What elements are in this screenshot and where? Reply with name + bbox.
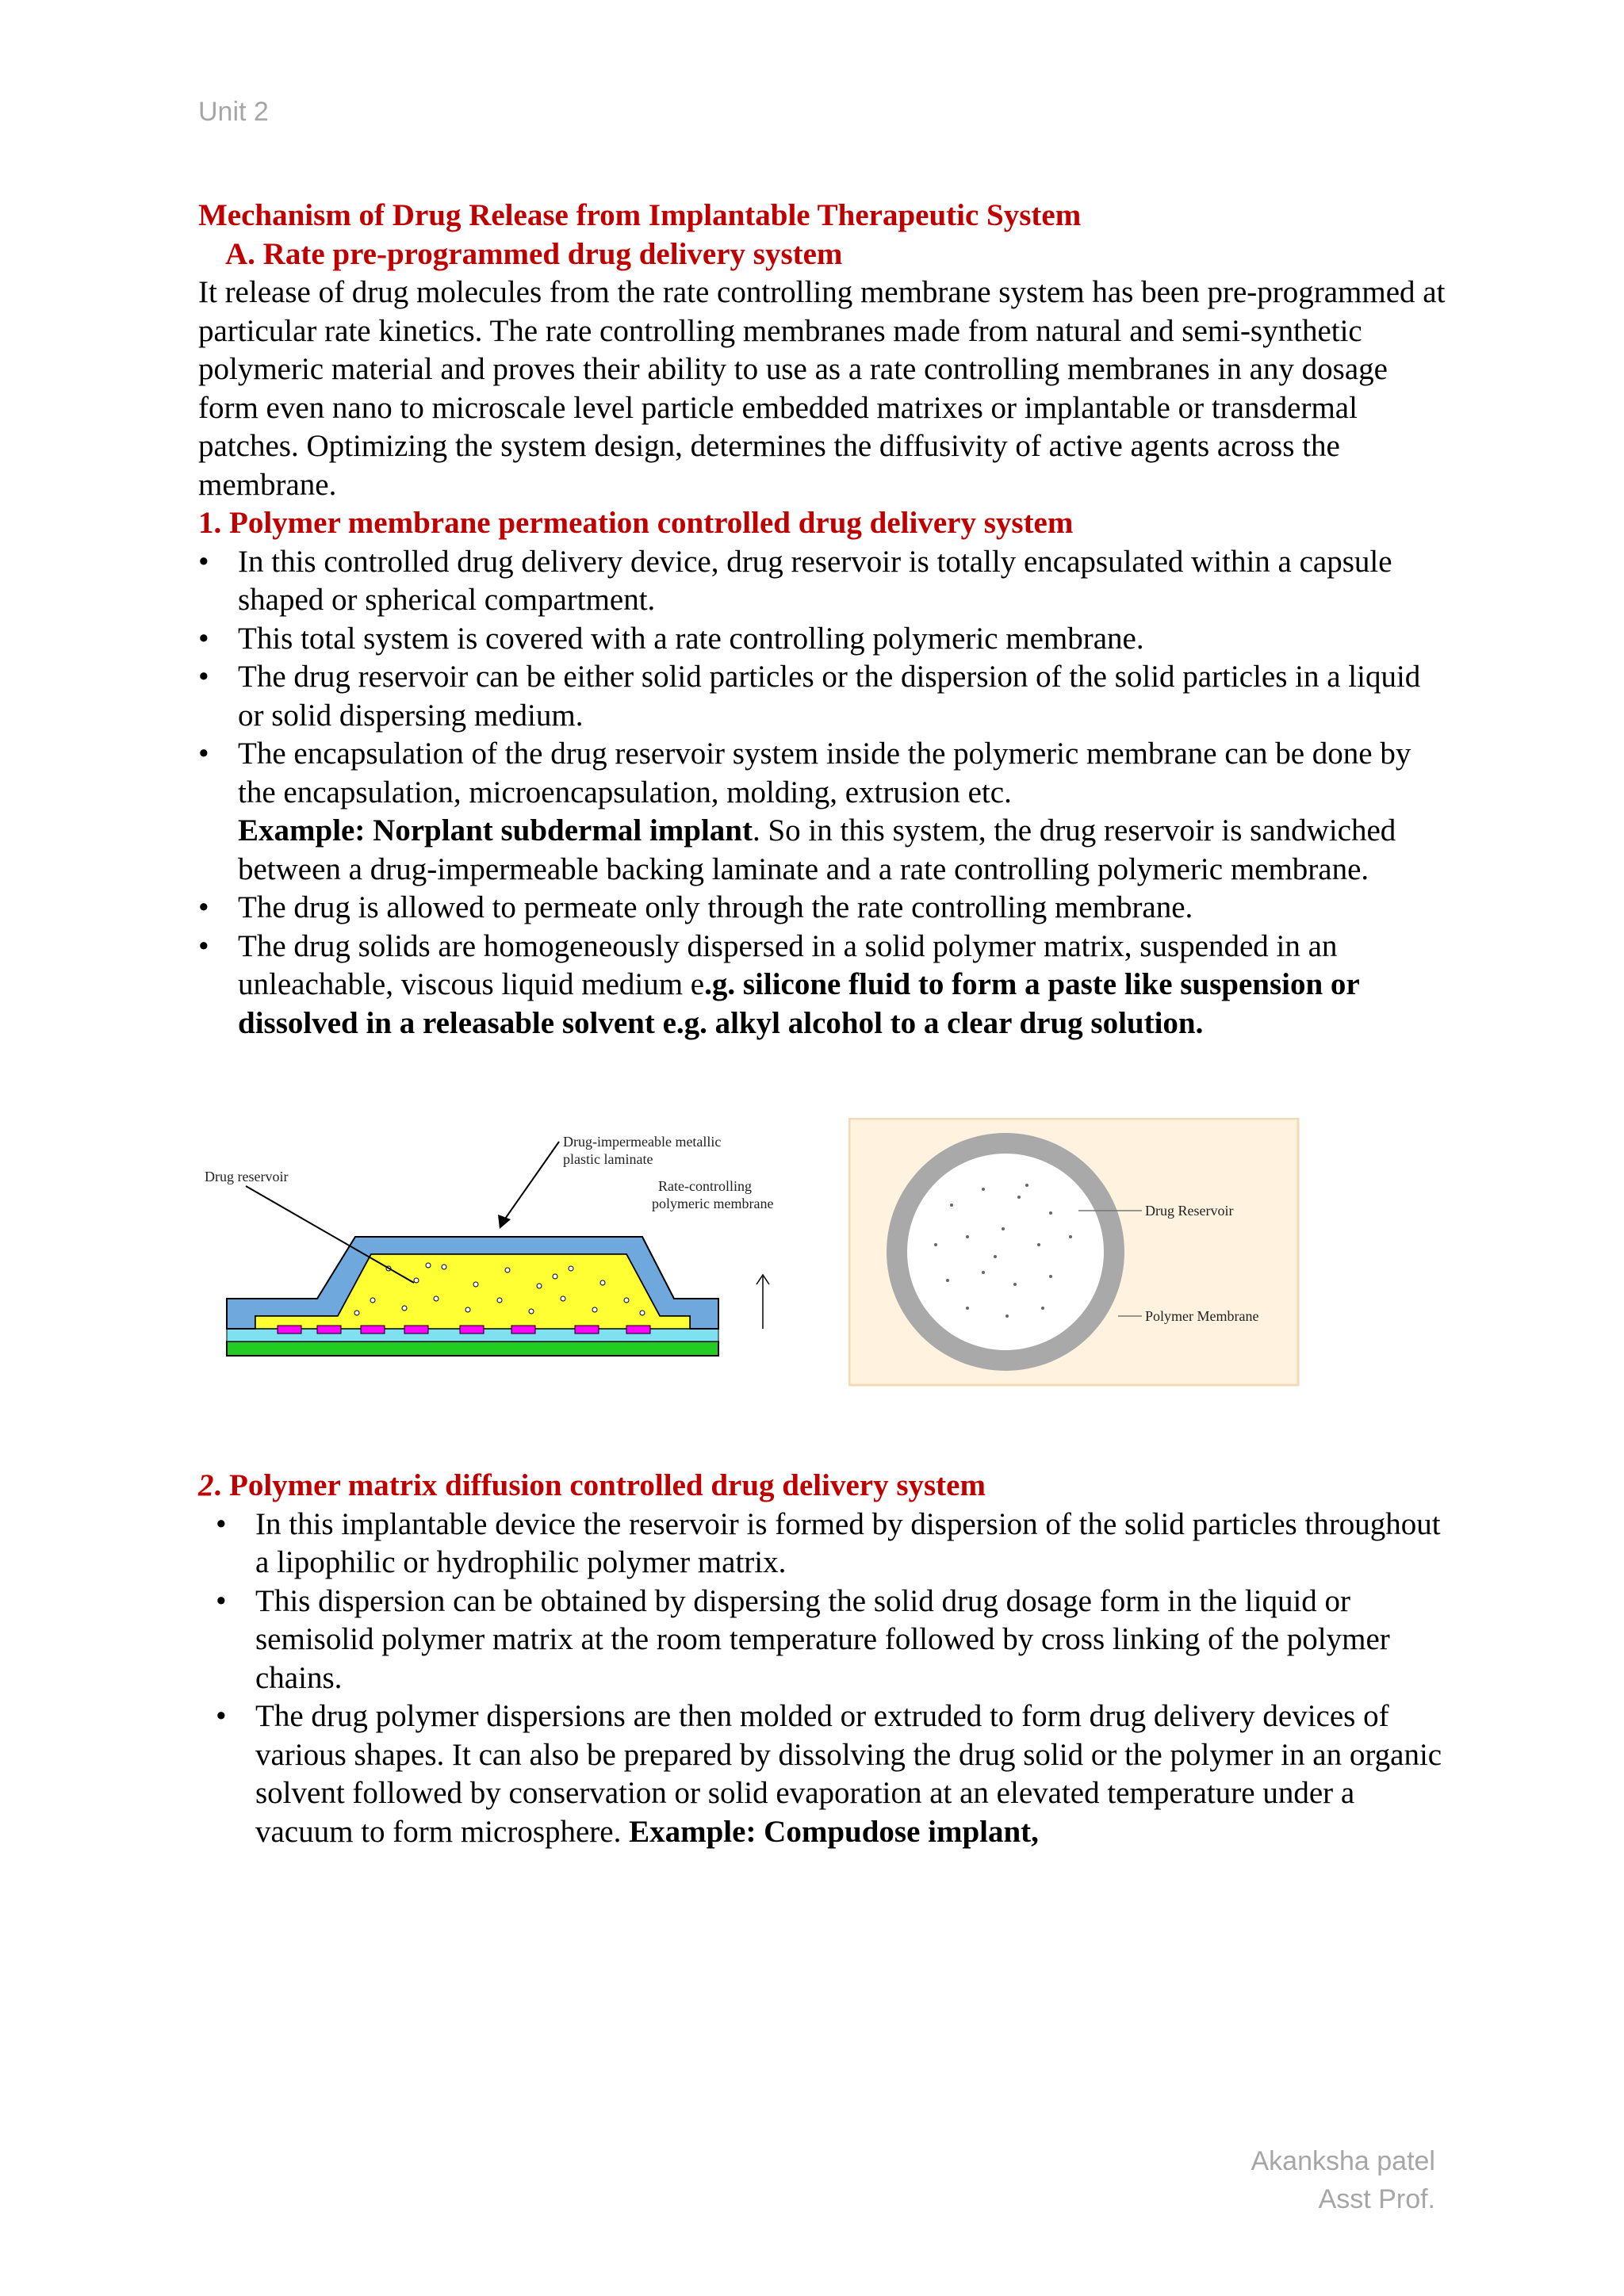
section-2-number: 2 bbox=[198, 1468, 214, 1502]
section-a-paragraph: It release of drug molecules from the rate controlling membrane system has been pre-programmed at particular rate kinetics. The rate controlling membranes made from natural and semi-synthetic polymeric material and proves their ability to use as a rate controlling membranes in any dosage form even nano to microscale level particle embedded matrixes or implantable or transdermal patches. Optimizing the system design, determines the diffusivity of active agents across the membrane. bbox=[198, 275, 1446, 502]
main-content bbox=[198, 197, 1451, 1043]
list-item bbox=[198, 735, 1451, 889]
example-norplant: Example: Norplant subdermal implant bbox=[238, 813, 753, 848]
list-item-text: The drug solids are homogeneously dispersed in a solid polymer matrix, suspended in an unleachable, viscous liquid medium e bbox=[238, 928, 1338, 1001]
label-polymer-membrane: Polymer Membrane bbox=[1145, 1308, 1259, 1324]
label-rate-line1: Rate-controlling bbox=[658, 1178, 752, 1194]
section-a-heading: A. Rate pre-programmed drug delivery system bbox=[225, 236, 843, 271]
list-item: • The drug reservoir can be either solid particles or the dispersion of the solid particles in a liquid or solid dispersing medium. bbox=[198, 658, 1451, 735]
label-drug-reservoir-sphere: Drug Reservoir bbox=[1145, 1203, 1234, 1219]
author-title: Asst Prof. bbox=[1318, 2184, 1435, 2214]
list-item: • This dispersion can be obtained by dispersing the solid drug dosage form in the liquid or semisolid polymer matrix at the room temperature followed by cross linking of the polymer chains. bbox=[198, 1582, 1451, 1698]
section-2-heading-text: . Polymer matrix diffusion controlled drug delivery system bbox=[213, 1468, 986, 1502]
list-item: • In this controlled drug delivery device, drug reservoir is totally encapsulated within a capsule shaped or spherical compartment. bbox=[198, 543, 1451, 620]
section-1-list bbox=[198, 543, 1451, 1043]
list-item: • In this implantable device the reservoir is formed by dispersion of the solid particles throughout a lipophilic or hydrophilic polymer matrix. bbox=[198, 1506, 1451, 1582]
label-impermeable-line1: Drug-impermeable metallic bbox=[563, 1134, 722, 1150]
list-item-text: The drug polymer dispersions are then molded or extruded to form drug delivery devices of various shapes. It can also be prepared by dissolving the drug solid or the polymer in an organic solvent followed by conservation or solid evaporation at an elevated temperature under a vacuum to form microsphere. bbox=[255, 1699, 1442, 1849]
example-compudose: Example: Compudose implant, bbox=[629, 1814, 1039, 1849]
list-item-bold-text: .g. silicone fluid to form a paste like suspension or dissolved in a releasable solvent e.g. alkyl alcohol to a clear drug solution. bbox=[238, 967, 1360, 1040]
section-1-heading: 1. Polymer membrane permeation controlled drug delivery system bbox=[198, 506, 1074, 540]
section-2 bbox=[198, 1467, 1451, 1851]
norplant-implant-diagram bbox=[198, 1118, 801, 1372]
section-2-list bbox=[198, 1506, 1451, 1852]
label-rate-line2: polymeric membrane bbox=[652, 1196, 774, 1211]
list-item-text: The encapsulation of the drug reservoir system inside the polymeric membrane can be done by the encapsulation, microencapsulation, molding, extrusion etc. bbox=[238, 737, 1411, 809]
document-title: Mechanism of Drug Release from Implantable Therapeutic System bbox=[198, 198, 1082, 232]
page-footer bbox=[1251, 2142, 1436, 2218]
figures-row bbox=[198, 1118, 1308, 1395]
label-impermeable-line2: plastic laminate bbox=[563, 1151, 653, 1167]
example-norplant-text: . So in this system, the drug reservoir is sandwiched between a drug-impermeable backing laminate and a rate controlling polymeric membrane. bbox=[238, 813, 1396, 886]
label-drug-reservoir: Drug reservoir bbox=[205, 1169, 289, 1184]
section-2-heading bbox=[198, 1467, 1451, 1506]
author-name: Akanksha patel bbox=[1251, 2146, 1435, 2176]
list-item bbox=[198, 1697, 1451, 1851]
list-item: • The drug is allowed to permeate only through the rate controlling membrane. bbox=[198, 889, 1451, 928]
list-item: • This total system is covered with a rate controlling polymeric membrane. bbox=[198, 620, 1451, 659]
page-header-unit: Unit 2 bbox=[198, 97, 269, 127]
spherical-reservoir-diagram bbox=[848, 1118, 1300, 1387]
list-item bbox=[198, 928, 1451, 1043]
